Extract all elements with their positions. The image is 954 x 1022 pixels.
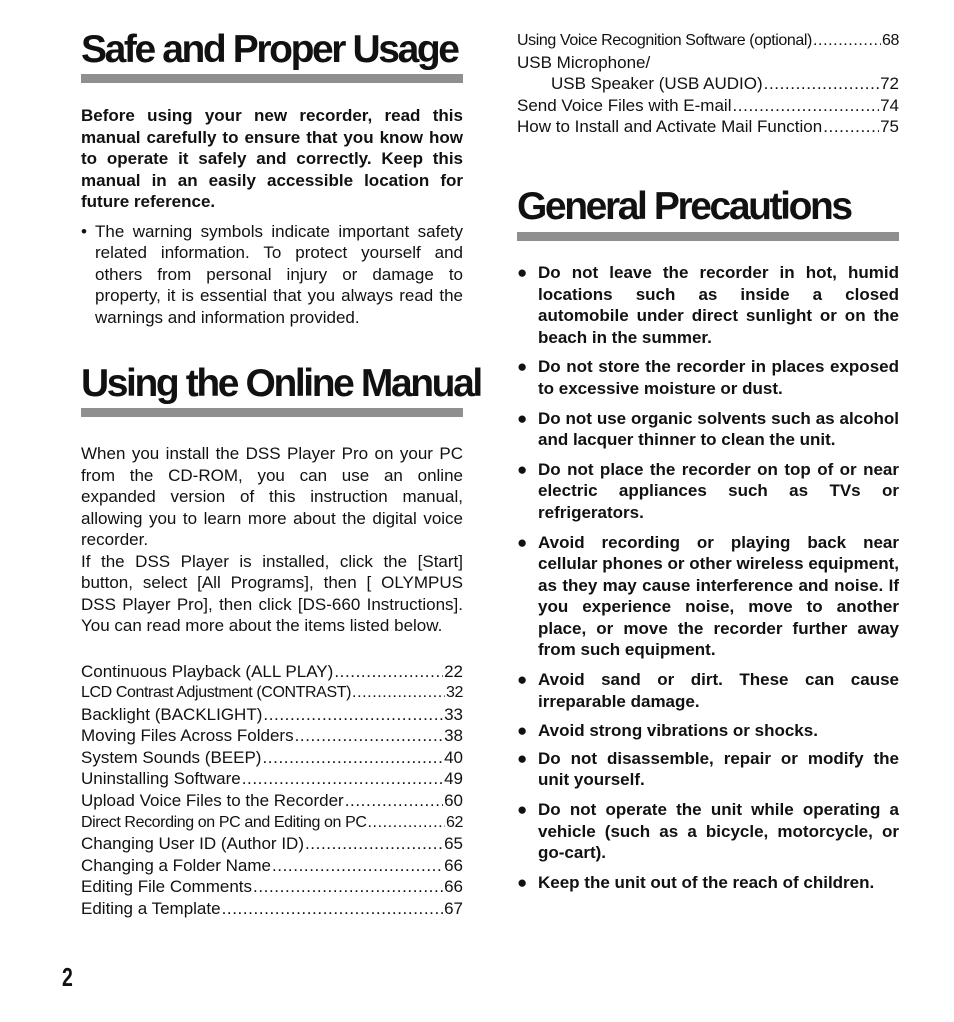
- precaution-item: ● Avoid recording or playing back near cellular phones or other wireless equipment, as they may cause interference and noise. If you experience noise, move to another place, or move the recorder further away from such equipment.: [517, 532, 899, 660]
- page-number: 2: [62, 962, 73, 992]
- precaution-item: ● Do not leave the recorder in hot, humid locations such as inside a closed automobile under direct sunlight or on the beach in the summer.: [517, 262, 899, 347]
- bullet-circle-icon: ●: [517, 408, 528, 428]
- warning-note: [81, 221, 463, 329]
- safe-usage-rule: [81, 74, 463, 83]
- bullet-dot-icon: •: [81, 221, 87, 241]
- toc-item: Moving Files Across Folders ..... 38: [81, 725, 463, 747]
- precaution-item: ● Avoid strong vibrations or shocks.: [517, 721, 818, 741]
- bullet-circle-icon: ●: [517, 459, 528, 479]
- toc-item: LCD Contrast Adjustment (CONTRAST) ..... 32: [81, 682, 463, 704]
- precaution-item: ● Do not use organic solvents such as alcohol and lacquer thinner to clean the unit.: [517, 408, 899, 450]
- left-column: [81, 0, 481, 920]
- toc-item: Editing a Template ..... 67: [81, 898, 463, 920]
- online-manual-paragraph-1: When you install the DSS Player Pro on your PC from the CD-ROM, you can use an online expanded version of this instruction manual, allowing you to learn more about the digital voice recorder.: [81, 444, 463, 549]
- precaution-item: ● Do not store the recorder in places exposed to excessive moisture or dust.: [517, 357, 899, 398]
- bullet-circle-icon: ●: [517, 357, 528, 377]
- toc-item: Editing File Comments ..... 66: [81, 876, 463, 898]
- toc-list-right: [517, 30, 899, 138]
- precautions-rule: [517, 232, 899, 241]
- toc-item: Using Voice Recognition Software (optional) ..... 68: [517, 30, 899, 52]
- toc-item: Backlight (BACKLIGHT) ..... 33: [81, 704, 463, 726]
- toc-item: Changing a Folder Name ..... 66: [81, 855, 463, 877]
- toc-item: Direct Recording on PC and Editing on PC ..... 62: [81, 812, 463, 834]
- bullet-circle-icon: ●: [517, 872, 528, 892]
- toc-item: USB Microphone/ USB Speaker (USB AUDIO) ..... 72: [517, 52, 899, 95]
- toc-item: System Sounds (BEEP) ..... 40: [81, 747, 463, 769]
- safe-usage-intro: Before using your new recorder, read this manual carefully to ensure that you know how to operate it safely and correctly. Keep this manual in an easily accessible location for future reference.: [81, 106, 463, 211]
- toc-list-left: [81, 661, 463, 920]
- precaution-item: ● Keep the unit out of the reach of children.: [517, 872, 875, 892]
- toc-item: Upload Voice Files to the Recorder ..... 60: [81, 790, 463, 812]
- online-manual-heading: Using the Online Manual: [81, 362, 481, 405]
- precautions-heading: General Precautions: [517, 184, 851, 228]
- toc-item: Changing User ID (Author ID) ..... 65: [81, 833, 463, 855]
- online-manual-paragraph-2: If the DSS Player is installed, click the [Start] button, select [All Programs], then [ OLYMPUS DSS Player Pro], then click [DS-660 Instructions]. You can read more about the items listed below.: [81, 551, 463, 635]
- warning-note-text: The warning symbols indicate important safety related information. To protect yourself and others from personal injury or damage to property, it is essential that you always read the warnings and information provided.: [95, 221, 463, 327]
- bullet-circle-icon: ●: [517, 748, 528, 768]
- precautions-list: [517, 262, 899, 893]
- bullet-circle-icon: ●: [517, 532, 528, 552]
- precaution-item: ● Do not place the recorder on top of or near electric appliances such as TVs or refrigerators.: [517, 459, 899, 522]
- toc-item: Uninstalling Software ..... 49: [81, 768, 463, 790]
- precaution-item: ● Do not disassemble, repair or modify the unit yourself.: [517, 748, 899, 790]
- toc-item: Send Voice Files with E-mail ..... 74: [517, 95, 899, 117]
- right-column: [517, 0, 899, 893]
- online-manual-rule: [81, 408, 463, 417]
- toc-item: How to Install and Activate Mail Function ..... 75: [517, 116, 899, 138]
- bullet-circle-icon: ●: [517, 262, 528, 282]
- precaution-item: ● Avoid sand or dirt. These can cause irreparable damage.: [517, 670, 899, 711]
- toc-item: Continuous Playback (ALL PLAY) ..... 22: [81, 661, 463, 683]
- safe-usage-heading: Safe and Proper Usage: [81, 28, 458, 71]
- bullet-circle-icon: ●: [517, 721, 528, 741]
- bullet-circle-icon: ●: [517, 670, 528, 690]
- bullet-circle-icon: ●: [517, 800, 528, 820]
- precaution-item: ● Do not operate the unit while operating a vehicle (such as a bicycle, motorcycle, or go-cart).: [517, 800, 899, 863]
